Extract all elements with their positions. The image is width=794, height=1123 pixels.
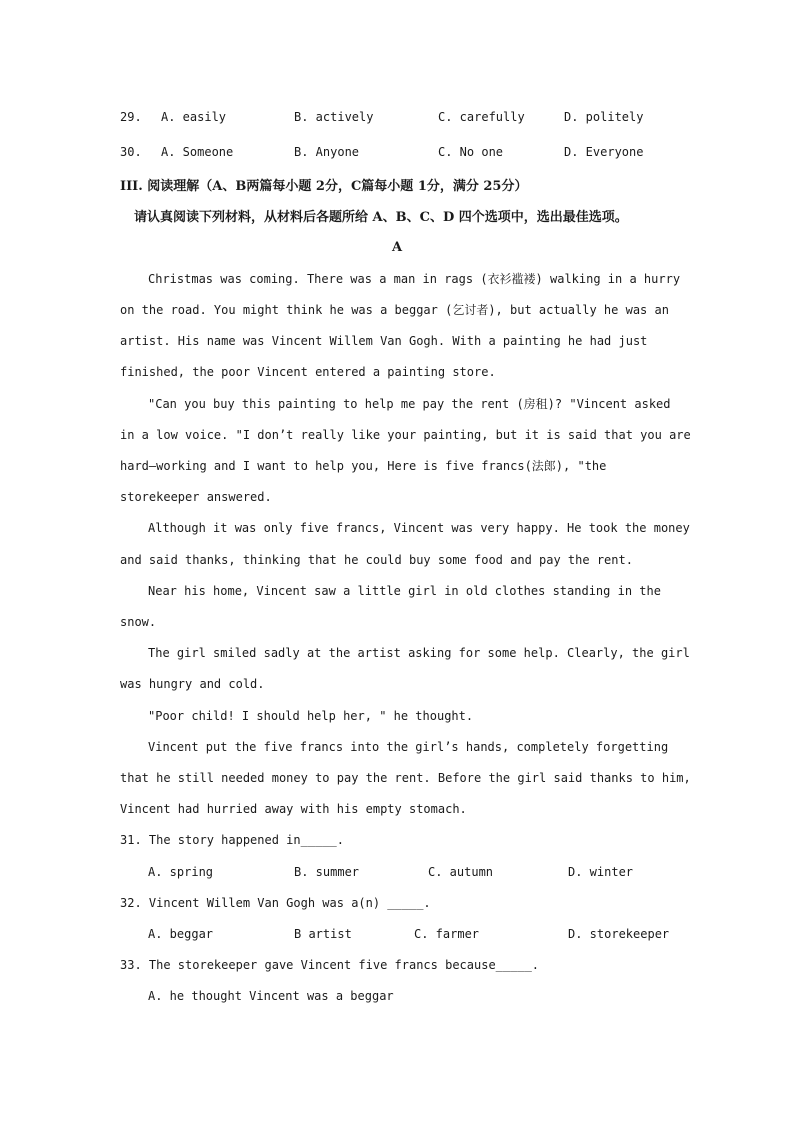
question-stem: 33. The storekeeper gave Vincent five francs because_____. [120, 958, 540, 972]
option-b: B. Anyone [294, 145, 360, 159]
question-number: 30. [120, 145, 142, 159]
passage-line: that he still needed money to pay the rent. Before the girl said thanks to him, [120, 771, 691, 785]
passage-line: Although it was only five francs, Vincent was very happy. He took the money [148, 521, 690, 535]
option-b: B artist [294, 927, 352, 941]
passage-line: was hungry and cold. [120, 677, 265, 691]
passage-label: A [391, 240, 403, 255]
option-b: B. summer [294, 865, 360, 879]
option-a: A. Someone [161, 145, 234, 159]
option-d: D. winter [568, 865, 634, 879]
option-a: A. beggar [148, 927, 214, 941]
passage-line: "Poor child! I should help her, " he thought. [148, 709, 474, 723]
passage-line: "Can you buy this painting to help me pay the rent (房租)? "Vincent asked [148, 397, 671, 411]
option-c: C. autumn [428, 865, 494, 879]
option-c: C. No one [438, 145, 504, 159]
option-d: D. politely [564, 110, 644, 124]
passage-line: The girl smiled sadly at the artist asking for some help. Clearly, the girl [148, 646, 690, 660]
passage-line: hard—working and I want to help you, Here is five francs(法郎), "the [120, 459, 607, 473]
question-number: 29. [120, 110, 142, 124]
section-heading: III. 阅读理解（A、B两篇每小题 2分，C篇每小题 1分，满分 25分） [120, 179, 528, 194]
passage-line: snow. [120, 615, 157, 629]
passage-line: Vincent put the five francs into the girl’s hands, completely forgetting [148, 740, 669, 754]
question-stem: 32. Vincent Willem Van Gogh was a(n) _____. [120, 896, 431, 910]
passage-line: artist. His name was Vincent Willem Van Gogh. With a painting he had just [120, 334, 648, 348]
section-instruction: 请认真阅读下列材料，从材料后各题所给 A、B、C、D 四个选项中，选出最佳选项。 [134, 210, 628, 225]
passage-line: storekeeper answered. [120, 490, 272, 504]
option-c: C. farmer [414, 927, 480, 941]
passage-line: Vincent had hurried away with his empty stomach. [120, 802, 467, 816]
passage-line: in a low voice. "I don’t really like your painting, but it is said that you are [120, 428, 691, 442]
option-a: A. he thought Vincent was a beggar [148, 989, 394, 1003]
option-a: A. easily [161, 110, 227, 124]
option-c: C. carefully [438, 110, 525, 124]
option-b: B. actively [294, 110, 374, 124]
option-d: D. storekeeper [568, 927, 670, 941]
passage-line: Christmas was coming. There was a man in rags (衣衫褴褛) walking in a hurry [148, 272, 681, 286]
passage-line: and said thanks, thinking that he could buy some food and pay the rent. [120, 553, 633, 567]
passage-line: Near his home, Vincent saw a little girl in old clothes standing in the [148, 584, 661, 598]
passage-line: on the road. You might think he was a beggar (乞讨者), but actually he was an [120, 303, 669, 317]
option-a: A. spring [148, 865, 214, 879]
question-stem: 31. The story happened in_____. [120, 833, 344, 847]
passage-line: finished, the poor Vincent entered a painting store. [120, 365, 496, 379]
option-d: D. Everyone [564, 145, 644, 159]
